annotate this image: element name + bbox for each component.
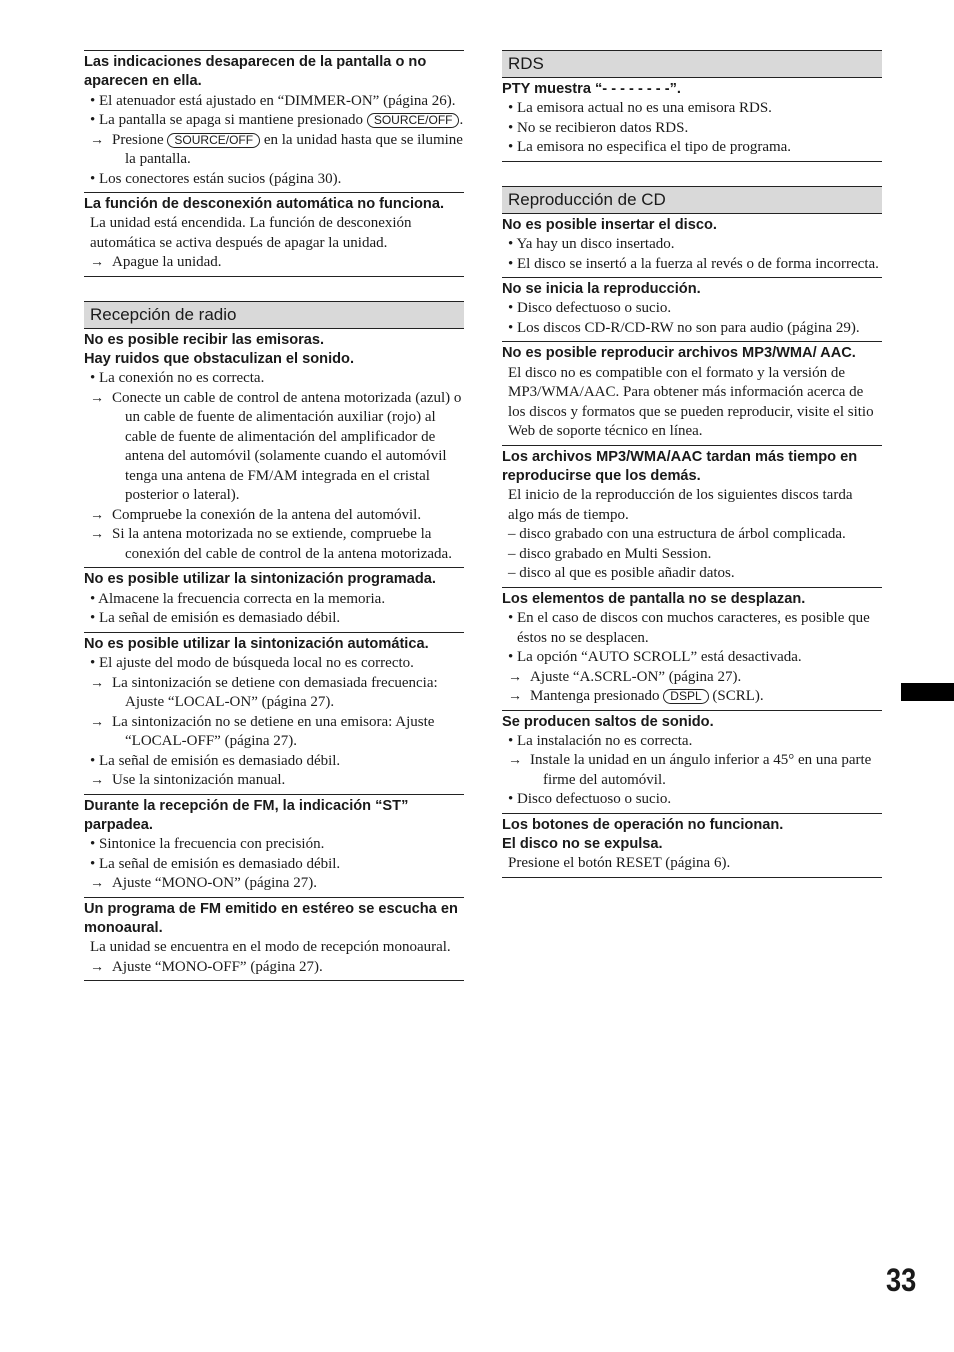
troubleshoot-item-display <box>84 50 464 193</box>
troubleshoot-item-mono <box>84 898 464 982</box>
question: No es posible utilizar la sintonización automática. <box>84 635 429 652</box>
arrow-step: → Ajuste “A.SCRL-ON” (página 27). <box>502 668 882 688</box>
bullet: • Almacene la frecuencia correcta en la memoria. <box>90 590 386 607</box>
question: La función de desconexión automática no funciona. <box>84 196 445 213</box>
arrow-step: → Presione SOURCE/OFF en la unidad hasta que se ilumine la pantalla. <box>90 131 463 168</box>
question: El disco no se expulsa. <box>502 836 663 853</box>
arrow-step: → Instale la unidad en un ángulo inferior a 45° en una parte firme del automóvil. <box>508 752 872 788</box>
left-column <box>84 50 464 981</box>
arrow-icon: → <box>508 753 522 769</box>
bullet: • El atenuador está ajustado en “DIMMER-ON” (página 26). <box>90 92 456 109</box>
bullet: • El ajuste del modo de búsqueda local no es correcto. <box>90 655 414 672</box>
arrow-step: → Conecte un cable de control de antena motorizada (azul) o un cable de fuente de alimentación auxiliar (rojo) al cable de fuente de alimentación del amplificador de antena del automóvil (solamente cuando el automóvil tenga una antena de FM/AM integrada en el cristal posterior o lateral). <box>90 389 462 504</box>
question: Los archivos MP3/WMA/AAC tardan más tiempo en reproducirse que los demás. <box>502 448 858 484</box>
troubleshoot-item-auto-off <box>84 193 464 277</box>
troubleshoot-item-scroll <box>502 588 882 711</box>
bullet: • En el caso de discos con muchos caracteres, es posible que éstos no se desplacen. <box>508 610 870 646</box>
arrow-step: → La sintonización no se detiene en una emisora: Ajuste “LOCAL-OFF” (página 27). <box>90 713 435 750</box>
bullet: • Disco defectuoso o sucio. <box>508 791 672 808</box>
arrow-step: → Ajuste “MONO-OFF” (página 27). <box>84 958 464 978</box>
troubleshoot-item-pty <box>502 78 882 162</box>
troubleshoot-item-reception <box>84 329 464 569</box>
source-off-button-label: SOURCE/OFF <box>167 133 260 148</box>
bullet: • Los conectores están sucios (página 30). <box>90 170 342 187</box>
question: Durante la recepción de FM, la indicación “ST” parpadea. <box>84 797 409 833</box>
question: No se inicia la reproducción. <box>502 281 701 298</box>
section-heading-rds: RDS <box>502 50 882 78</box>
troubleshoot-item-auto-tuning <box>84 633 464 795</box>
arrow-step: → Mantenga presionado DSPL (SCRL). <box>502 687 882 707</box>
arrow-icon: → <box>90 132 104 148</box>
troubleshoot-item-skips <box>502 711 882 814</box>
question: Los elementos de pantalla no se desplazan. <box>502 590 806 607</box>
troubleshoot-item-insert <box>502 214 882 278</box>
question: Un programa de FM emitido en estéreo se escucha en monoaural. <box>84 900 458 936</box>
bullet: • No se recibieron datos RDS. <box>508 119 689 136</box>
section-heading-cd: Reproducción de CD <box>502 186 882 214</box>
paragraph: El disco no es compatible con el formato y la versión de MP3/WMA/AAC. Para obtener más información acerca de los discos y formatos que se pueden reproducir, visite el sitio Web de soporte técnico en línea. <box>508 364 874 440</box>
question: Hay ruidos que obstaculizan el sonido. <box>84 351 355 368</box>
bullet: • La señal de emisión es demasiado débil. <box>90 610 341 627</box>
troubleshoot-item-st-blink <box>84 795 464 898</box>
arrow-icon: → <box>90 959 104 975</box>
arrow-icon: → <box>508 669 522 685</box>
troubleshoot-item-preset <box>84 568 464 632</box>
question: Los botones de operación no funcionan. <box>502 816 784 833</box>
paragraph: El inicio de la reproducción de los siguientes discos tarda algo más de tiempo. <box>508 487 853 523</box>
troubleshoot-item-formats <box>502 342 882 445</box>
bullet: • La emisora actual no es una emisora RDS. <box>508 100 772 117</box>
paragraph: La unidad se encuentra en el modo de recepción monoaural. <box>90 939 451 956</box>
arrow-icon: → <box>90 876 104 892</box>
bullet: • Los discos CD-R/CD-RW no son para audio (página 29). <box>508 319 860 336</box>
arrow-icon: → <box>90 255 104 271</box>
question: Las indicaciones desaparecen de la pantalla o no aparecen en ella. <box>84 54 427 90</box>
section-heading-radio: Recepción de radio <box>84 301 464 329</box>
troubleshoot-item-playback <box>502 278 882 342</box>
arrow-icon: → <box>90 675 104 691</box>
bullet: • La emisora no especifica el tipo de programa. <box>508 139 792 156</box>
arrow-step: → La sintonización se detiene con demasiada frecuencia: Ajuste “LOCAL-ON” (página 27). <box>90 674 438 711</box>
arrow-icon: → <box>508 689 522 705</box>
source-off-button-label: SOURCE/OFF <box>367 113 460 128</box>
arrow-step: → Apague la unidad. <box>84 253 464 273</box>
dash-item: – disco grabado con una estructura de árbol complicada. <box>508 526 846 543</box>
bullet: • La señal de emisión es demasiado débil. <box>90 855 341 872</box>
right-column <box>502 50 882 878</box>
section-tab-marker <box>901 683 954 701</box>
arrow-step: → Compruebe la conexión de la antena del automóvil. <box>84 506 464 526</box>
bullet: • La conexión no es correcta. <box>90 370 265 387</box>
paragraph: Presione el botón RESET (página 6). <box>508 855 731 872</box>
arrow-icon: → <box>90 390 104 406</box>
bullet: • La señal de emisión es demasiado débil. <box>90 752 341 769</box>
troubleshoot-item-buttons <box>502 814 882 878</box>
question: Se producen saltos de sonido. <box>502 713 714 730</box>
question: No es posible insertar el disco. <box>502 216 717 233</box>
arrow-icon: → <box>90 714 104 730</box>
question: PTY muestra “- - - - - - - -”. <box>502 81 681 97</box>
bullet: • La pantalla se apaga si mantiene presionado SOURCE/OFF . <box>90 112 464 129</box>
bullet: • El disco se insertó a la fuerza al revés o de forma incorrecta. <box>508 255 879 272</box>
question: No es posible reproducir archivos MP3/WMA/ AAC. <box>502 345 856 362</box>
arrow-step: → Ajuste “MONO-ON” (página 27). <box>84 874 464 894</box>
arrow-icon: → <box>90 527 104 543</box>
dash-item: – disco al que es posible añadir datos. <box>508 565 735 582</box>
arrow-icon: → <box>90 507 104 523</box>
bullet: • La opción “AUTO SCROLL” está desactivada. <box>508 649 802 666</box>
paragraph: La unidad está encendida. La función de desconexión automática se activa después de apagar la unidad. <box>90 215 412 251</box>
dspl-button-label: DSPL <box>663 689 708 704</box>
dash-item: – disco grabado en Multi Session. <box>508 545 712 562</box>
troubleshoot-item-slow-start <box>502 446 882 588</box>
bullet: • Sintonice la frecuencia con precisión. <box>90 836 325 853</box>
arrow-step: → Si la antena motorizada no se extiende, compruebe la conexión del cable de control de la antena motorizada. <box>90 526 452 562</box>
bullet: • Disco defectuoso o sucio. <box>508 300 672 317</box>
section-spacer <box>502 162 882 186</box>
bullet: • Ya hay un disco insertado. <box>508 236 675 253</box>
bullet: • La instalación no es correcta. <box>508 732 693 749</box>
question: No es posible utilizar la sintonización programada. <box>84 571 436 588</box>
question: No es posible recibir las emisoras. <box>84 331 325 348</box>
arrow-step: → Use la sintonización manual. <box>84 771 464 791</box>
page-number: 33 <box>886 1262 917 1298</box>
arrow-icon: → <box>90 773 104 789</box>
